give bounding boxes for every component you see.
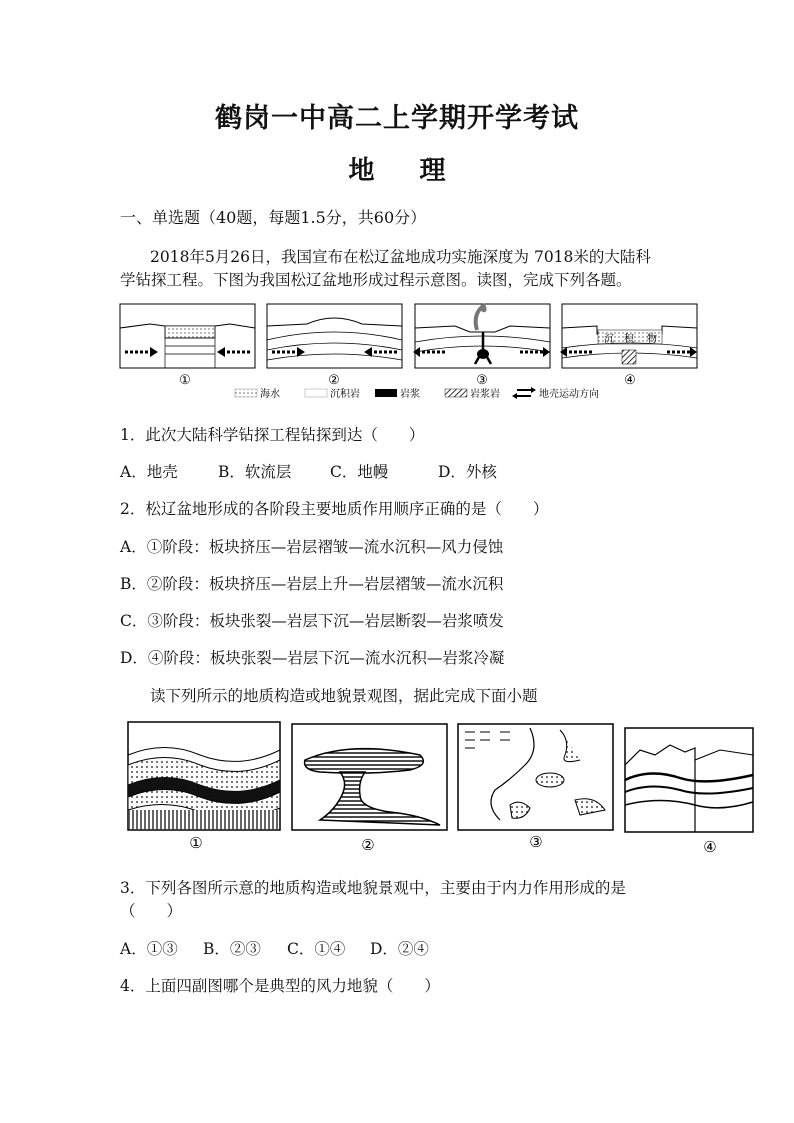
- landform-panel-4: [625, 728, 753, 832]
- q1-option-a[interactable]: A．地壳: [120, 463, 178, 481]
- landform-panel-3: [458, 724, 613, 830]
- passage1-line1: 2018年5月26日，我国宣布在松辽盆地成功实施深度为 7018米的大陆科: [150, 248, 651, 266]
- stage-4-panel: [560, 304, 697, 368]
- q2-option-c[interactable]: C．③阶段：板块张裂—岩层下沉—岩层断裂—岩浆喷发: [120, 612, 504, 630]
- q3-option-b[interactable]: B．②③: [203, 940, 261, 958]
- stage-3-panel: [413, 304, 550, 368]
- panel4-text-3: 物: [647, 334, 657, 345]
- landform-1-number: ①: [189, 834, 203, 852]
- stage-4-number: ④: [624, 373, 636, 388]
- legend-seawater: 海水: [260, 389, 280, 400]
- basin-formation-figure: [115, 300, 705, 405]
- stage-2-panel: [267, 304, 402, 368]
- legend-igneous: 岩浆岩: [470, 389, 500, 400]
- panel4-text-2: 积: [624, 334, 634, 345]
- passage1-line2: 学钻探工程。下图为我国松辽盆地形成过程示意图。读图，完成下列各题。: [120, 271, 632, 289]
- landform-3-number: ③: [529, 833, 543, 851]
- q4-stem: 4．上面四副图哪个是典型的风力地貌（ ）: [120, 977, 440, 995]
- q2-option-b[interactable]: B．②阶段：板块挤压—岩层上升—岩层褶皱—流水沉积: [120, 575, 504, 593]
- q3-option-a[interactable]: A．①③: [120, 940, 178, 958]
- q2-option-a[interactable]: A．①阶段：板块挤压—岩层褶皱—流水沉积—风力侵蚀: [120, 538, 504, 556]
- q2-option-d[interactable]: D．④阶段：板块张裂—岩层下沉—流水沉积—岩浆冷凝: [120, 649, 505, 667]
- landform-panel-2: [292, 724, 447, 830]
- q1-option-b[interactable]: B．软流层: [218, 463, 292, 481]
- panel4-text-1: 沉: [604, 334, 614, 345]
- figure1-legend: [235, 387, 599, 400]
- exam-title: 鹤岗一中高二上学期开学考试: [215, 103, 579, 134]
- section-heading: 一、单选题（40题，每题1.5分，共60分）: [120, 208, 427, 227]
- q1-stem: 1．此次大陆科学钻探工程钻探到达（ ）: [120, 426, 425, 444]
- passage2-text: 读下列所示的地质构造或地貌景观图，据此完成下面小题: [150, 687, 538, 705]
- legend-crust-motion: 地壳运动方向: [539, 389, 599, 400]
- q1-option-d[interactable]: D．外核: [438, 463, 497, 481]
- stage-1-number: ①: [179, 373, 191, 388]
- stage-1-panel: [120, 304, 255, 368]
- q3-option-c[interactable]: C．①④: [287, 940, 346, 958]
- q1-option-c[interactable]: C．地幔: [330, 463, 389, 481]
- landform-panel-1: [128, 722, 280, 830]
- landform-4-number: ④: [703, 838, 717, 856]
- legend-magma: 岩浆: [400, 389, 420, 400]
- subject-title: 地 理: [348, 156, 464, 186]
- q3-stem-line2: （ ）: [120, 902, 183, 920]
- stage-3-number: ③: [476, 373, 488, 388]
- stage-2-number: ②: [328, 373, 340, 388]
- q2-stem: 2．松辽盆地形成的各阶段主要地质作用顺序正确的是（ ）: [120, 500, 549, 518]
- legend-sedimentary: 沉积岩: [330, 389, 360, 400]
- landform-figure: [120, 720, 760, 860]
- q3-option-d[interactable]: D．②④: [370, 940, 429, 958]
- landform-2-number: ②: [361, 836, 375, 854]
- q3-stem-line1: 3．下列各图所示意的地质构造或地貌景观中，主要由于内力作用形成的是: [120, 879, 626, 897]
